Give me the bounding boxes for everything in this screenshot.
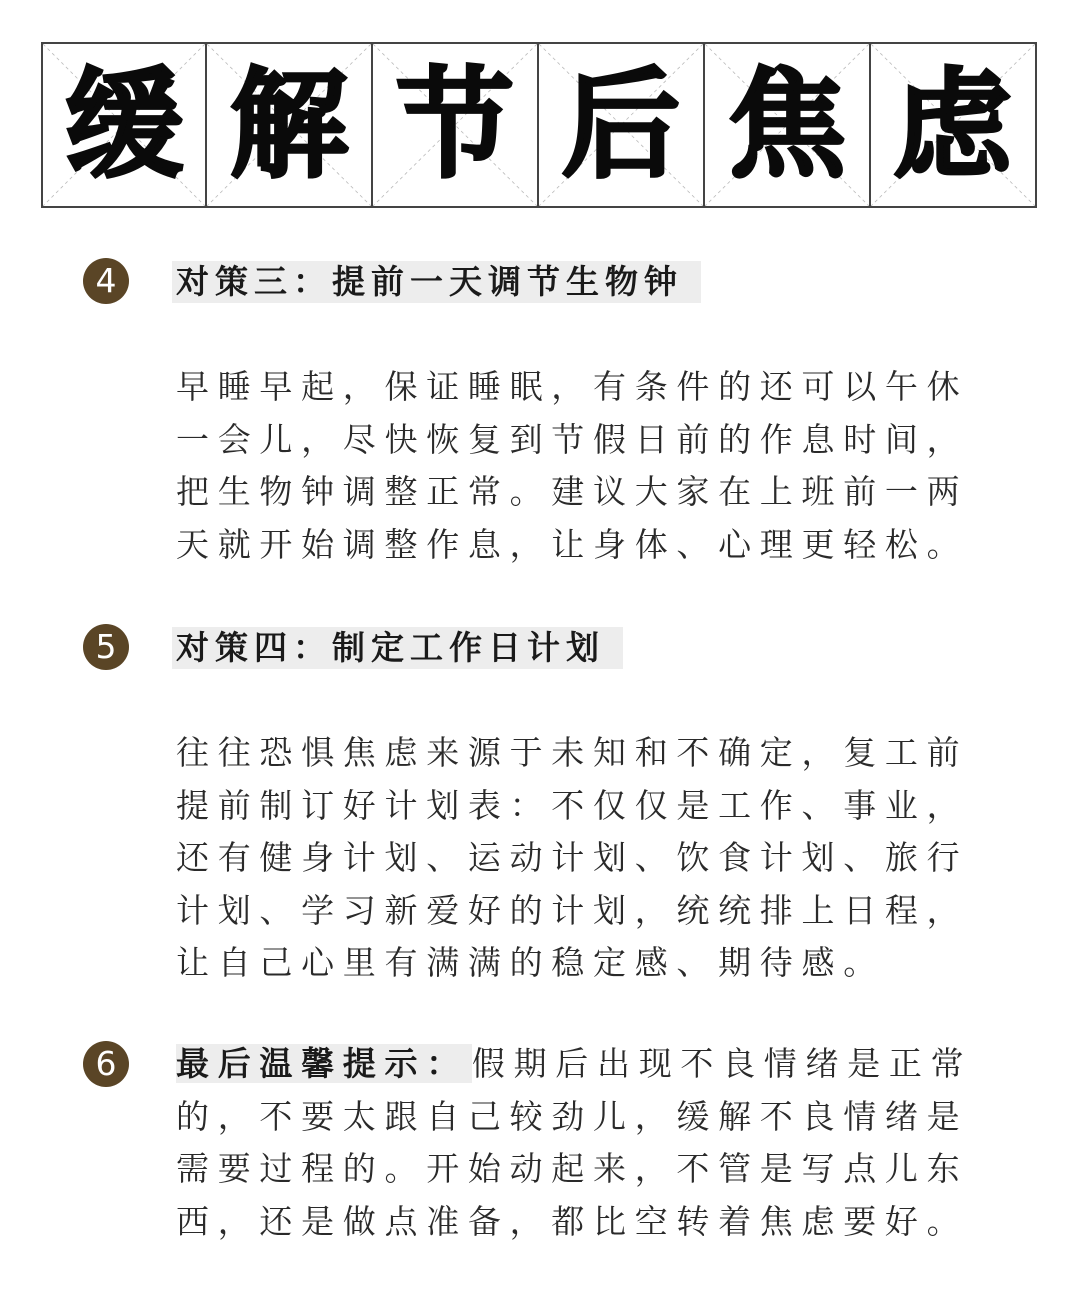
section-number-badge: 4 [83,258,129,304]
section-heading: 对策三：提前一天调节生物钟 [172,261,701,303]
title-char: 后 [561,56,680,194]
paragraph-line: 需要过程的。开始动起来，不管是写点儿东 [176,1149,969,1188]
section-paragraph [176,727,986,990]
paragraph-line: 一会儿，尽快恢复到节假日前的作息时间， [176,419,969,459]
paragraph-line: 让自己心里有满满的稳定感、期待感。 [176,943,885,982]
title-char: 虑 [893,56,1012,194]
title-char: 节 [395,56,514,194]
tip-paragraph [176,1038,986,1248]
paragraph-line: 早睡早起，保证睡眠，有条件的还可以午休 [176,367,969,406]
title-cell [207,42,373,208]
paragraph-line [176,1038,986,1091]
title-cell [41,42,207,208]
paragraph-line: 往往恐惧焦虑来源于未知和不确定，复工前 [176,733,969,772]
title-char: 焦 [727,56,846,194]
title-cell [373,42,539,208]
section-number-badge: 5 [83,624,129,670]
paragraph-line: 的，不要太跟自己较劲儿，缓解不良情绪是 [176,1096,969,1136]
paragraph-line: 把生物钟调整正常。建议大家在上班前一两 [176,472,969,511]
title-grid [41,42,1037,208]
section-heading: 对策四：制定工作日计划 [172,627,623,669]
tip-first-line-text: 假期后出现不良情绪是正常 [471,1044,973,1083]
paragraph-line: 西，还是做点准备，都比空转着焦虑要好。 [176,1201,969,1241]
section-number-badge: 6 [83,1041,129,1087]
section-paragraph [176,361,986,571]
title-cell [539,42,705,208]
tip-label: 最后温馨提示： [176,1044,472,1083]
paragraph-line: 天就开始调整作息，让身体、心理更轻松。 [176,524,969,564]
paragraph-line: 还有健身计划、运动计划、饮食计划、旅行 [176,838,969,877]
title-char: 缓 [64,56,183,194]
paragraph-line: 计划、学习新爱好的计划，统统排上日程， [176,890,969,930]
title-cell [705,42,871,208]
title-cell [871,42,1037,208]
paragraph-line: 提前制订好计划表：不仅仅是工作、事业， [176,785,969,825]
title-char: 解 [229,56,348,194]
